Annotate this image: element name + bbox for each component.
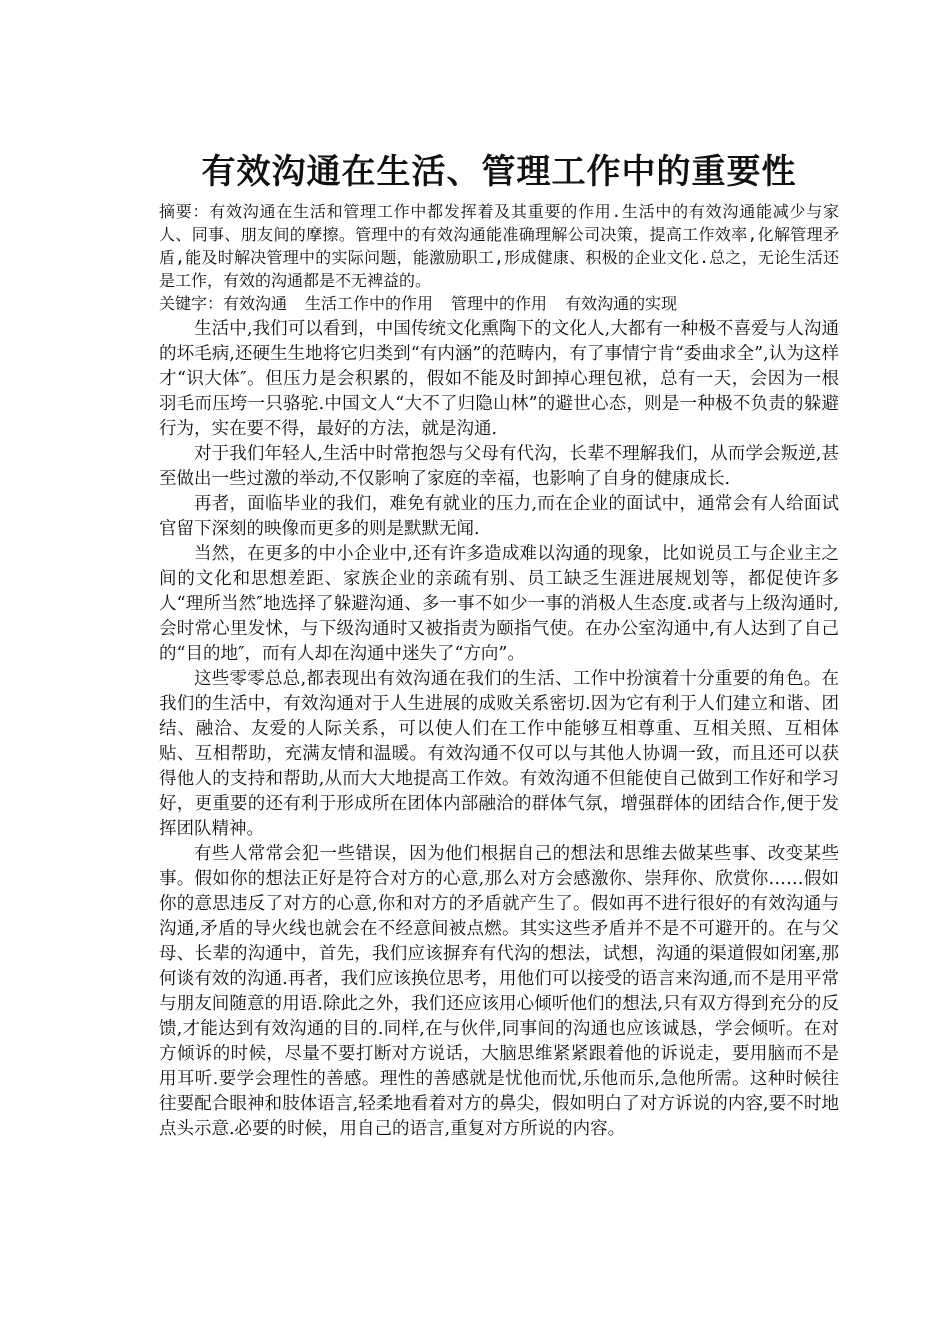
abstract [159,200,839,292]
keyword: 管理中的作用 [451,294,548,313]
abstract-label: 摘要： [159,202,210,221]
keywords-label: 关键字： [159,294,224,313]
body-paragraph: 当然，在更多的中小企业中,还有许多造成难以沟通的现象，比如说员工与企业主之间的文化和思想差距、家族企业的亲疏有别、员工缺乏生涯进展规划等，都促使许多人“理所当然″地选择了躲避沟通、多一事不如少一事的消极人生态度.或者与上级沟通时,会时常心里发怵，与下级沟通时又被指责为颐指气使。在办公室沟通中,有人达到了自己的“目的地″，而有人却在沟通中迷失了“方向”。 [159,544,839,664]
abstract-text: 有效沟通在生活和管理工作中都发挥着及其重要的作用.生活中的有效沟通能减少与家人、同事、朋友间的摩擦。管理中的有效沟通能准确理解公司决策，提高工作效率,化解管理矛盾,能及时解决管理中的实际问题，能激励职工,形成健康、积极的企业文化.总之，无论生活还是工作，有效的沟通都是不无裨益的。 [159,202,839,290]
body-paragraph: 对于我们年轻人,生活中时常抱怨与父母有代沟，长辈不理解我们，从而学会叛逆,甚至做出一些过激的举动,不仅影响了家庭的幸福，也影响了自身的健康成长. [159,444,839,489]
body-paragraph: 再者，面临毕业的我们，难免有就业的压力,而在企业的面试中，通常会有人给面试官留下深刻的映像而更多的则是默默无闻. [159,494,839,539]
keyword: 有效沟通的实现 [565,294,678,313]
document-page [159,148,839,1142]
keyword: 有效沟通 [223,294,288,313]
keywords [159,292,839,315]
keyword: 生活工作中的作用 [305,294,434,313]
body-paragraph: 这些零零总总,都表现出有效沟通在我们的生活、工作中扮演着十分重要的角色。在我们的生活中，有效沟通对于人生进展的成败关系密切.因为它有利于人们建立和谐、团结、融洽、友爱的人际关系，可以使人们在工作中能够互相尊重、互相关照、互相体贴、互相帮助，充满友情和温暖。有效沟通不仅可以与其他人协调一致，而且还可以获得他人的支持和帮助,从而大大地提高工作效。有效沟通不但能使自己做到工作好和学习好，更重要的还有利于形成所在团体内部融洽的群体气氛，增强群体的团结合作,便于发挥团队精神。 [159,669,839,839]
document-title: 有效沟通在生活、管理工作中的重要性 [201,152,797,192]
body-paragraph: 有些人常常会犯一些错误，因为他们根据自己的想法和思维去做某些事、改变某些事。假如你的想法正好是符合对方的心意,那么对方会感激你、崇拜你、欣赏你……假如你的意思违反了对方的心意,你和对方的矛盾就产生了。假如再不进行很好的有效沟通与沟通,矛盾的导火线也就会在不经意间被点燃。其实这些矛盾并不是不可避开的。在与父母、长辈的沟通中，首先，我们应该摒弃有代沟的想法，试想，沟通的渠道假如闭塞,那何谈有效的沟通.再者，我们应该换位思考，用他们可以接受的语言来沟通,而不是用平常与朋友间随意的用语.除此之外，我们还应该用心倾听他们的想法,只有双方得到充分的反馈,才能达到有效沟通的目的.同样,在与伙伴,同事间的沟通也应该诚恳，学会倾听。在对方倾诉的时候，尽量不要打断对方说话，大脑思维紧紧跟着他的诉说走，要用脑而不是用耳听.要学会理性的善感。理性的善感就是忧他而忧,乐他而乐,急他所需。这种时候往往要配合眼神和肢体语言,轻柔地看着对方的鼻尖，假如明白了对方诉说的内容,要不时地点头示意.必要的时候，用自己的语言,重复对方所说的内容。 [159,844,839,1139]
body-paragraph: 生活中,我们可以看到，中国传统文化熏陶下的文化人,大都有一种极不喜爱与人沟通的坏毛病,还硬生生地将它归类到“有内涵”的范畴内，有了事情宁肯“委曲求全”,认为这样才“识大体″。但压力是会积累的，假如不能及时卸掉心理包袱，总有一天，会因为一根羽毛而压垮一只骆驼.中国文人“大不了归隐山林”的避世心态，则是一种极不负责的躲避行为，实在要不得，最好的方法，就是沟通. [159,319,839,439]
